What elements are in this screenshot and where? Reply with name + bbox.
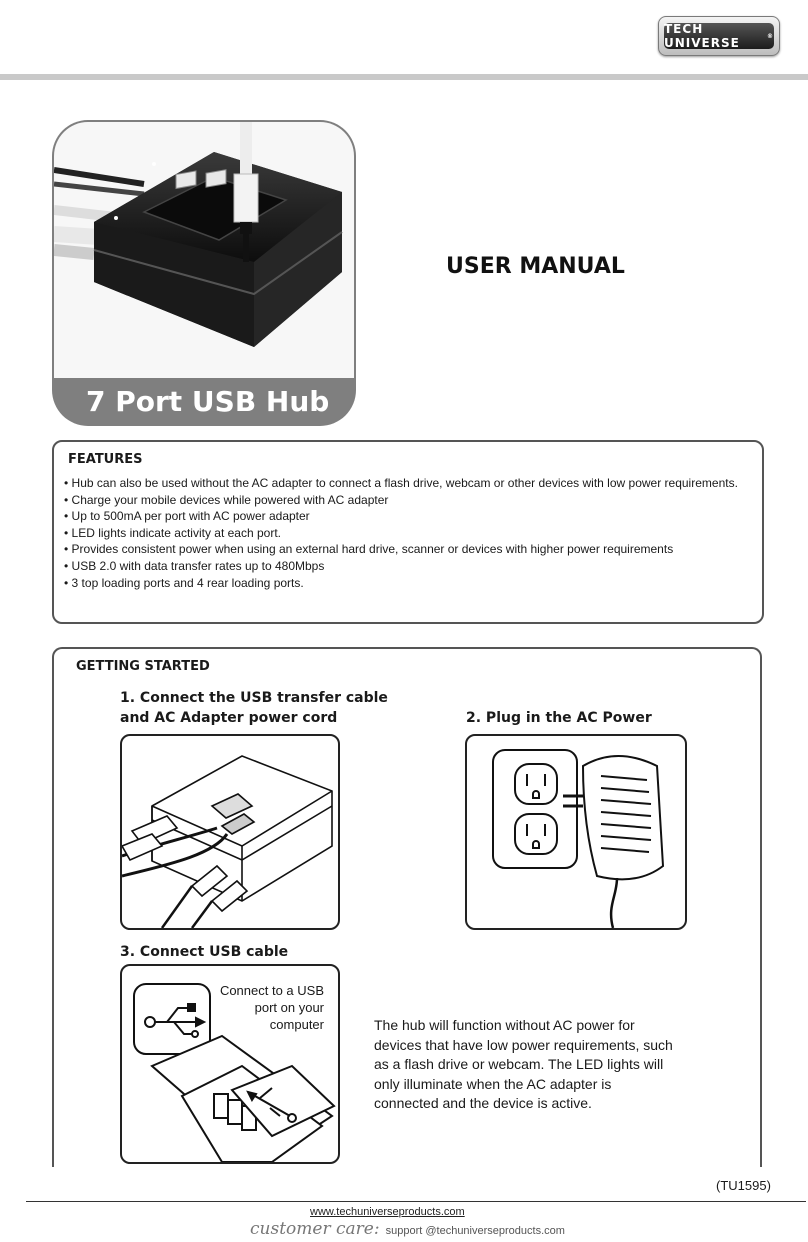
features-box <box>52 440 764 624</box>
features-list <box>62 475 758 591</box>
hub-note: The hub will function without AC power for devices that have low power requirements, such as a flash drive or webcam. The LED lights will only illuminate when the AC adapter is connected and the device is active. <box>374 1017 673 1111</box>
brand-logo-text: TECH UNIVERSE <box>664 22 740 50</box>
registered-mark: ® <box>767 32 774 40</box>
ac-power-illustration <box>465 734 687 930</box>
customer-care <box>250 1219 565 1239</box>
usb-cable-illustration <box>120 964 340 1164</box>
step-3-label: 3. Connect USB cable <box>120 944 289 960</box>
step-2-label: 2. Plug in the AC Power <box>466 710 652 726</box>
brand-logo <box>658 16 780 56</box>
customer-care-email[interactable]: support @techuniverseproducts.com <box>385 1225 565 1237</box>
feature-item: • Provides consistent power when using an external hard drive, scanner or devices with higher power requirements <box>64 542 674 557</box>
feature-item: • Hub can also be used without the AC adapter to connect a flash drive, webcam or other devices with low power requirements. <box>64 476 738 490</box>
feature-item: • USB 2.0 with data transfer rates up to 480Mbps <box>64 558 325 573</box>
product-title: 7 Port USB Hub <box>86 385 330 418</box>
connect-note: Connect to a USB port on your computer <box>219 983 324 1032</box>
feature-item: • 3 top loading ports and 4 rear loading ports. <box>64 575 304 590</box>
website-link[interactable]: www.techuniverseproducts.com <box>310 1206 465 1218</box>
feature-item: • Charge your mobile devices while powered with AC adapter <box>64 492 389 507</box>
step-1-label: 1. Connect the USB transfer cable and AC Adapter power cord <box>120 690 388 726</box>
getting-started-heading: GETTING STARTED <box>76 659 210 674</box>
model-code: (TU1595) <box>716 1178 771 1193</box>
feature-item: • LED lights indicate activity at each port. <box>64 525 281 540</box>
features-heading: FEATURES <box>68 452 143 467</box>
connect-cables-illustration <box>120 734 340 930</box>
usb-hub-photo <box>54 122 354 378</box>
header-divider <box>0 74 808 80</box>
feature-item: • Up to 500mA per port with AC power adapter <box>64 509 310 524</box>
footer-divider <box>26 1201 806 1202</box>
product-card <box>52 120 356 426</box>
manual-title: USER MANUAL <box>446 254 625 279</box>
customer-care-label: customer care: <box>250 1219 380 1239</box>
